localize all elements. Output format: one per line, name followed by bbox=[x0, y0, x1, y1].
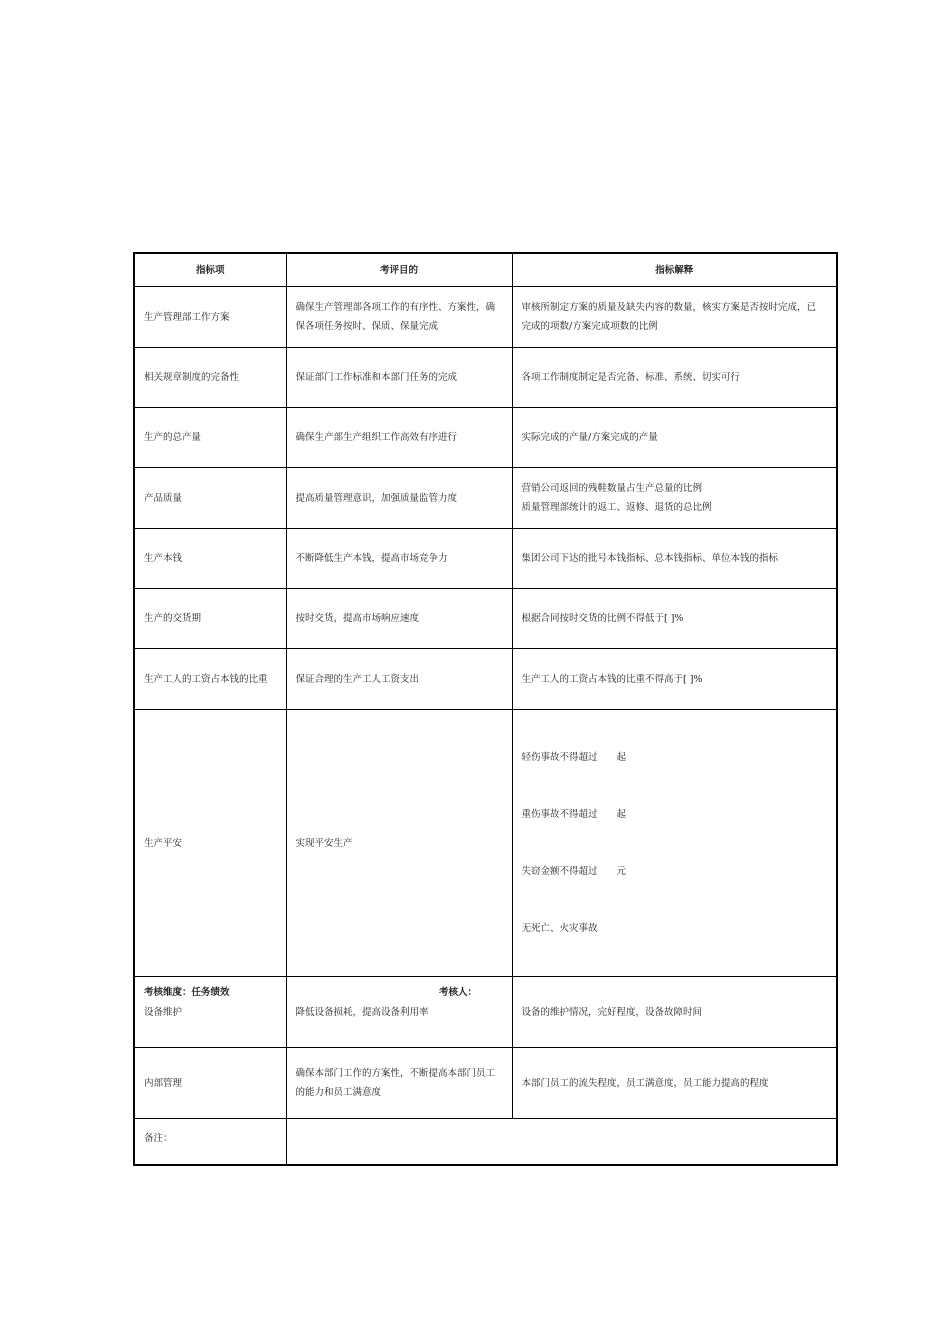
explanation-line: 质量管理部统计的返工、返修、退货的总比例 bbox=[521, 502, 712, 513]
row-explanation bbox=[512, 649, 837, 710]
row-purpose bbox=[286, 589, 512, 649]
remarks-label: 备注： bbox=[134, 1119, 286, 1165]
explanation-line: 生产工人的工资占本钱的比重不得高于[ ]% bbox=[521, 673, 703, 685]
explanation-line: 设备的维护情况，完好程度，设备故障时间 bbox=[521, 1006, 703, 1018]
purpose-line: 保证合理的生产工人工资支出 bbox=[295, 673, 420, 685]
row-explanation bbox=[512, 348, 837, 408]
table-header-row bbox=[134, 253, 837, 287]
explanation-line: 本部门员工的流失程度，员工满意度，员工能力提高的程度 bbox=[521, 1077, 769, 1089]
purpose-line: 保各项任务按时、保质、保量完成 bbox=[295, 321, 439, 332]
explanation-line: 重伤事故不得超过 起 bbox=[521, 809, 627, 820]
kpi-table bbox=[133, 252, 838, 1166]
row-item: 生产工人的工资占本钱的比重 bbox=[134, 649, 286, 710]
table-row bbox=[134, 348, 837, 408]
row-explanation bbox=[512, 710, 837, 977]
row-item: 生产平安 bbox=[134, 710, 286, 977]
header-explanation: 指标解释 bbox=[512, 253, 837, 287]
row-item: 生产本钱 bbox=[134, 529, 286, 589]
row-explanation bbox=[512, 977, 837, 1048]
purpose-line: 的能力和员工满意度 bbox=[295, 1087, 382, 1098]
explanation-line: 集团公司下达的批号本钱指标、总本钱指标、单位本钱的指标 bbox=[521, 553, 779, 564]
remarks-row bbox=[134, 1119, 837, 1165]
row-purpose bbox=[286, 468, 512, 529]
purpose-line: 不断降低生产本钱，提高市场竞争力 bbox=[295, 553, 448, 564]
reviewer-label: 考核人： bbox=[439, 987, 478, 998]
row-purpose bbox=[286, 287, 512, 348]
kpi-sheet bbox=[133, 252, 836, 1166]
row-purpose bbox=[286, 710, 512, 977]
row-explanation bbox=[512, 529, 837, 589]
explanation-line: 审核所制定方案的质量及缺失内容的数量，核实方案是否按时完成，已 bbox=[521, 302, 817, 313]
header-purpose: 考评目的 bbox=[286, 253, 512, 287]
purpose-line: 保证部门工作标准和本部门任务的完成 bbox=[295, 372, 458, 383]
purpose-line: 降低设备损耗，提高设备利用率 bbox=[295, 1006, 429, 1018]
explanation-line: 各项工作制度制定是否完备、标准、系统、切实可行 bbox=[521, 372, 741, 383]
row-explanation bbox=[512, 1048, 837, 1119]
row-explanation bbox=[512, 589, 837, 649]
table-row bbox=[134, 408, 837, 468]
row-purpose bbox=[286, 348, 512, 408]
explanation-line: 完成的项数/方案完成项数的比例 bbox=[521, 321, 658, 332]
explanation-line: 根据合同按时交货的比例不得低于[ ]% bbox=[521, 613, 684, 624]
row-explanation bbox=[512, 468, 837, 529]
table-row bbox=[134, 1048, 837, 1119]
table-row bbox=[134, 287, 837, 348]
table-row bbox=[134, 529, 837, 589]
explanation-line: 无死亡、火灾事故 bbox=[521, 923, 598, 934]
row-item: 内部管理 bbox=[134, 1048, 286, 1119]
row-item: 产品质量 bbox=[134, 468, 286, 529]
row-item: 生产的总产量 bbox=[134, 408, 286, 468]
explanation-line: 实际完成的产量/方案完成的产量 bbox=[521, 432, 658, 443]
row-item: 相关规章制度的完备性 bbox=[134, 348, 286, 408]
table-row bbox=[134, 977, 837, 1048]
table-row bbox=[134, 710, 837, 977]
purpose-line: 按时交货，提高市场响应速度 bbox=[295, 613, 420, 624]
row-purpose bbox=[286, 977, 512, 1048]
purpose-line: 实现平安生产 bbox=[295, 837, 353, 849]
assessment-dimension: 考核维度：任务绩效 bbox=[144, 987, 230, 998]
remarks-field[interactable] bbox=[286, 1119, 837, 1165]
explanation-line: 营销公司返回的残鞋数量占生产总量的比例 bbox=[521, 483, 703, 494]
row-purpose bbox=[286, 408, 512, 468]
table-row bbox=[134, 589, 837, 649]
row-purpose bbox=[286, 1048, 512, 1119]
header-item: 指标项 bbox=[134, 253, 286, 287]
table-row bbox=[134, 468, 837, 529]
purpose-line: 确保生产部生产组织工作高效有序进行 bbox=[295, 432, 458, 443]
table-row bbox=[134, 649, 837, 710]
row-explanation bbox=[512, 287, 837, 348]
row-purpose bbox=[286, 649, 512, 710]
row-item: 生产管理部工作方案 bbox=[134, 287, 286, 348]
purpose-line: 提高质量管理意识，加强质量监管力度 bbox=[295, 492, 458, 504]
purpose-line: 确保本部门工作的方案性，不断提高本部门员工 bbox=[295, 1068, 496, 1079]
purpose-line: 确保生产管理部各项工作的有序性、方案性，确 bbox=[295, 302, 496, 313]
row-explanation bbox=[512, 408, 837, 468]
row-item: 设备维护 bbox=[134, 977, 286, 1048]
explanation-line: 失窃金额不得超过 元 bbox=[521, 866, 627, 877]
row-purpose bbox=[286, 529, 512, 589]
row-item: 生产的交货期 bbox=[134, 589, 286, 649]
explanation-line: 轻伤事故不得超过 起 bbox=[521, 752, 627, 763]
